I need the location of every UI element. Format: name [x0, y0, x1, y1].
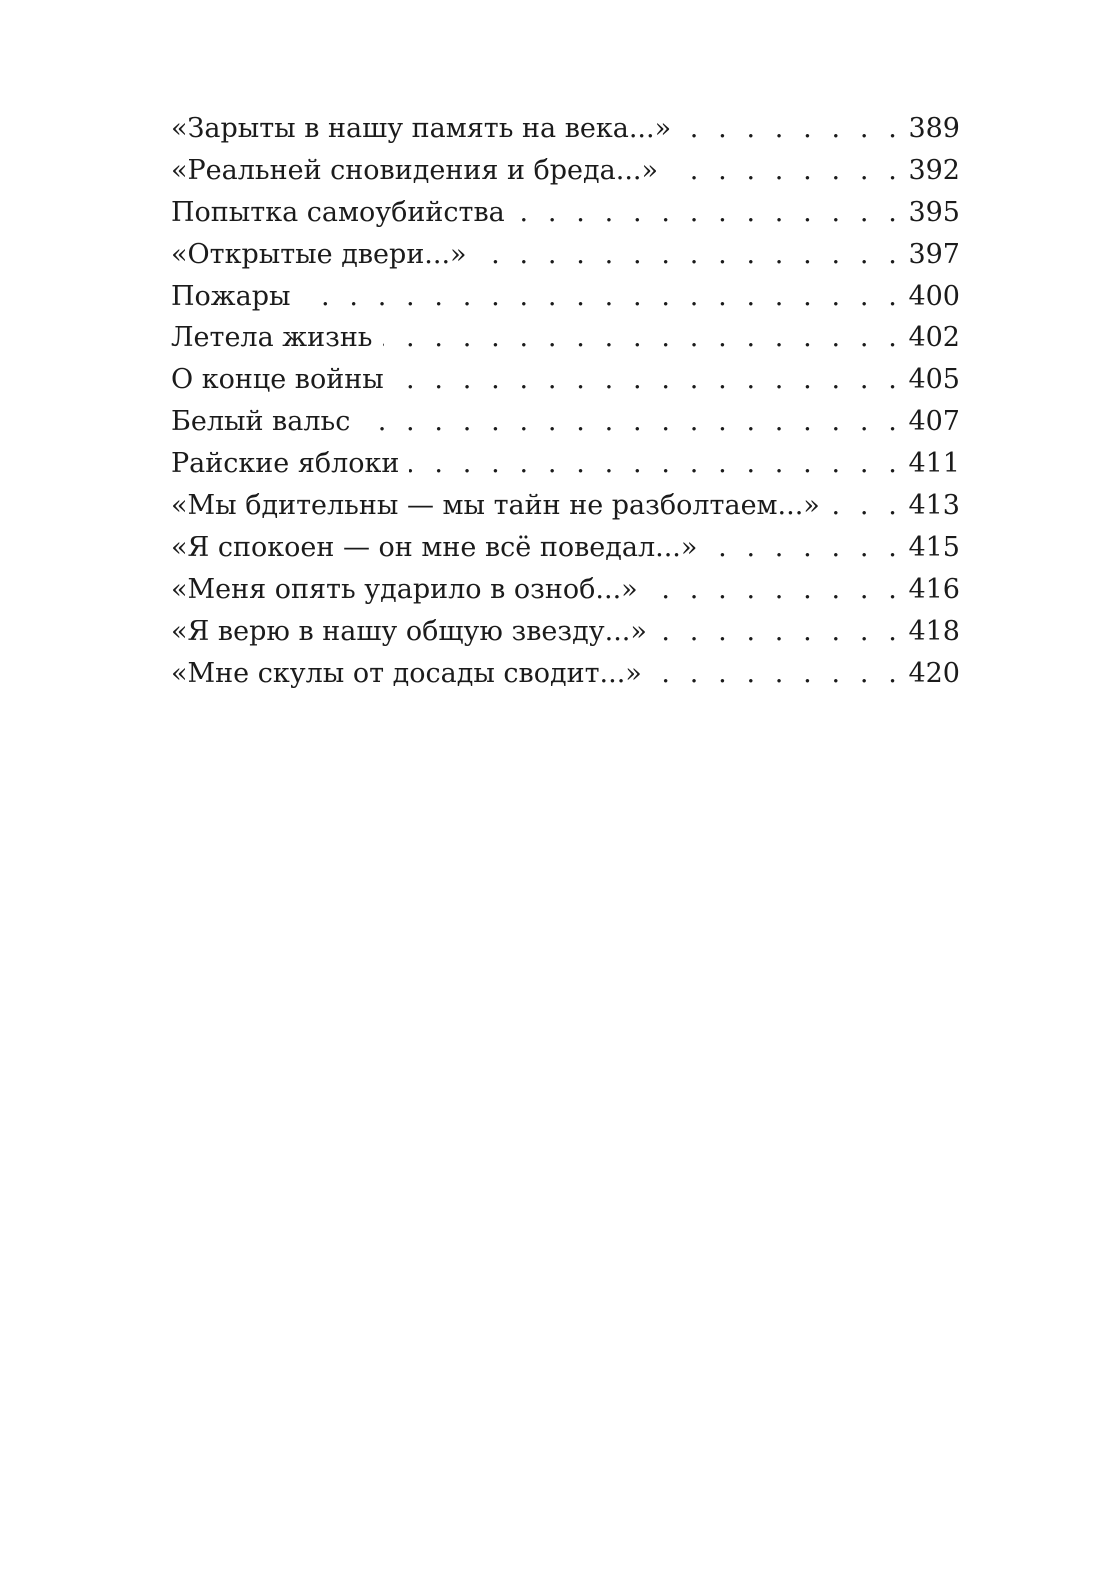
toc-entry: [171, 317, 960, 359]
toc-dot-leader: [648, 569, 903, 611]
toc-dot-leader: [652, 653, 903, 695]
toc-entry-page: 411: [908, 448, 960, 480]
toc-dot-leader: [707, 527, 902, 569]
toc-entry-page: 402: [908, 322, 960, 354]
toc-entry-title: «Открытые двери...»: [171, 238, 467, 270]
toc-entry-page: 392: [908, 154, 960, 186]
toc-dot-leader: [681, 108, 902, 150]
toc-entry: [171, 653, 960, 695]
toc-dot-leader: [394, 359, 903, 401]
toc-entry: [171, 527, 960, 569]
toc-dot-leader: [830, 485, 903, 527]
toc-entry: [171, 276, 960, 318]
toc-entry-page: 418: [908, 615, 960, 647]
toc-entry-title: «Я спокоен — он мне всё поведал...»: [171, 531, 698, 563]
toc-entry-page: 400: [908, 280, 960, 312]
toc-entry-title: Летела жизнь: [171, 322, 373, 354]
toc-entry-title: О конце войны: [171, 364, 384, 396]
toc-entry: [171, 192, 960, 234]
toc-entry: [171, 443, 960, 485]
toc-entry: [171, 150, 960, 192]
toc-dot-leader: [301, 276, 903, 318]
toc-dot-leader: [668, 150, 902, 192]
toc-entry-title: Белый вальс: [171, 406, 351, 438]
toc-dot-leader: [360, 401, 902, 443]
toc-entry-title: «Мы бдительны — мы тайн не разболтаем...»: [171, 490, 820, 522]
toc-entry-title: «Реальней сновидения и бреда...»: [171, 154, 659, 186]
table-of-contents: [171, 108, 960, 694]
toc-entry: [171, 485, 960, 527]
toc-entry-title: «Меня опять ударило в озноб...»: [171, 573, 638, 605]
toc-entry-title: Пожары: [171, 280, 291, 312]
toc-entry-page: 413: [908, 490, 960, 522]
toc-entry-page: 395: [908, 196, 960, 228]
toc-entry-page: 415: [908, 531, 960, 563]
toc-entry: [171, 359, 960, 401]
toc-entry: [171, 611, 960, 653]
toc-entry-title: Райские яблоки: [171, 448, 400, 480]
toc-entry-title: «Зарыты в нашу память на века...»: [171, 113, 672, 144]
toc-entry: [171, 108, 960, 150]
toc-entry: [171, 401, 960, 443]
toc-entry-title: Попытка самоубийства: [171, 196, 505, 228]
toc-dot-leader: [409, 443, 902, 485]
toc-entry: [171, 569, 960, 611]
toc-entry-page: 420: [908, 657, 960, 689]
toc-entry-title: «Мне скулы от досады сводит...»: [171, 657, 642, 689]
toc-entry-page: 416: [908, 573, 960, 605]
toc-dot-leader: [657, 611, 903, 653]
toc-dot-leader: [515, 192, 903, 234]
toc-entry-page: 389: [908, 113, 960, 144]
toc-dot-leader: [383, 317, 903, 359]
toc-entry-page: 397: [908, 238, 960, 270]
toc-entry-title: «Я верю в нашу общую звезду...»: [171, 615, 647, 647]
toc-entry: [171, 234, 960, 276]
toc-entry-page: 407: [908, 406, 960, 438]
toc-entry-page: 405: [908, 364, 960, 396]
toc-dot-leader: [477, 234, 903, 276]
